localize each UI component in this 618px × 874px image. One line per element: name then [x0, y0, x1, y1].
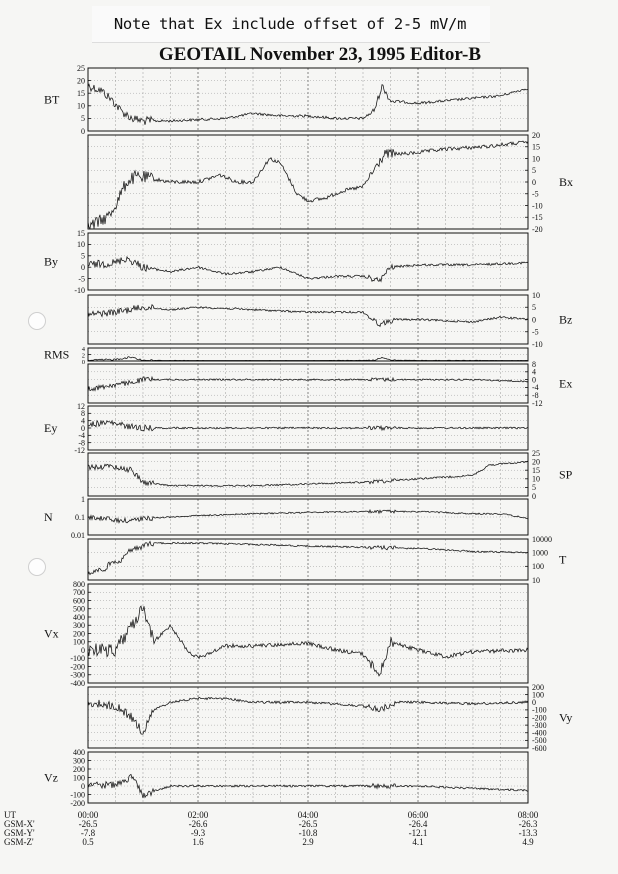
panel-label-t: T: [559, 552, 567, 567]
panel-label-vx: Vx: [44, 626, 59, 641]
y-tick-label-vy: 100: [532, 690, 544, 700]
orbit-value-gsm-x: -26.3: [518, 819, 538, 829]
y-tick-label-vz: -200: [70, 798, 85, 808]
panel-vy: [88, 683, 572, 753]
panel-label-n: N: [44, 510, 53, 524]
y-tick-label-bz: -10: [532, 339, 543, 349]
panel-label-ey: Ey: [44, 421, 58, 435]
orbit-label-gsm-z: GSM-Z': [4, 837, 34, 847]
y-tick-label-sp: 5: [532, 483, 536, 493]
orbit-value-gsm-z: 1.6: [192, 837, 204, 847]
y-tick-label-bx: -10: [532, 201, 543, 211]
x-tick-label: 02:00: [187, 810, 209, 820]
y-tick-label-vy: -200: [532, 713, 547, 723]
orbit-value-gsm-y: -7.8: [80, 828, 96, 838]
y-tick-label-bx: -15: [532, 213, 543, 223]
y-tick-label-bt: 25: [77, 63, 85, 73]
panel-label-vz: Vz: [44, 770, 58, 785]
y-tick-label-bz: 5: [532, 303, 536, 313]
y-tick-label-ex: -4: [532, 383, 539, 393]
y-tick-label-vy: 200: [532, 682, 544, 692]
y-tick-label-rms: 4: [81, 345, 85, 353]
y-tick-label-vx: 800: [73, 579, 85, 589]
y-tick-label-bx: -5: [532, 189, 539, 199]
orbit-value-gsm-y: -13.3: [518, 828, 538, 838]
y-tick-label-n: 1: [81, 494, 85, 504]
y-tick-label-vy: -400: [532, 728, 547, 738]
y-tick-label-bx: 15: [532, 142, 540, 152]
y-tick-label-rms: 0: [81, 358, 85, 366]
panel-ey: [44, 402, 528, 455]
y-tick-label-vx: 700: [73, 588, 85, 598]
y-tick-label-bx: 5: [532, 166, 536, 176]
panel-ex: [88, 360, 572, 408]
y-tick-label-ex: 8: [532, 359, 536, 369]
panel-rms: [44, 346, 528, 366]
orbit-value-gsm-y: -12.1: [408, 828, 428, 838]
orbit-label-gsm-x: GSM-X': [4, 819, 35, 829]
y-tick-label-vy: -600: [532, 743, 547, 753]
trace-t: [88, 541, 528, 574]
x-tick-label: 06:00: [407, 810, 429, 820]
y-tick-label-bt: 0: [81, 126, 85, 136]
y-tick-label-vy: -300: [532, 720, 547, 730]
y-tick-label-vz: -100: [70, 790, 85, 800]
plot-title: GEOTAIL November 23, 1995 Editor-B: [158, 44, 482, 65]
x-tick-label: 08:00: [517, 810, 539, 820]
y-tick-label-bt: 10: [77, 101, 85, 111]
x-tick-label: 04:00: [297, 810, 319, 820]
panel-by: [44, 229, 528, 295]
y-tick-label-vx: 200: [73, 629, 85, 639]
panel-label-bt: BT: [44, 92, 60, 107]
y-tick-label-t: 1000: [532, 548, 548, 558]
y-tick-label-t: 10: [532, 575, 540, 585]
orbit-value-gsm-z: 0.5: [82, 837, 94, 847]
y-tick-label-vx: 400: [73, 612, 85, 622]
y-tick-label-bz: 0: [532, 315, 536, 325]
y-tick-label-vx: -200: [70, 662, 85, 672]
y-tick-label-vy: -500: [532, 736, 547, 746]
y-tick-label-by: 5: [81, 251, 85, 261]
orbit-value-gsm-z: 4.9: [522, 837, 534, 847]
panel-bz: [88, 291, 572, 349]
y-tick-label-by: 0: [81, 263, 85, 272]
y-tick-label-bx: 20: [532, 130, 540, 140]
y-tick-label-by: 10: [77, 240, 85, 250]
panel-label-ex: Ex: [559, 376, 573, 391]
orbit-value-gsm-x: -26.5: [78, 819, 98, 829]
y-tick-label-ex: -8: [532, 391, 539, 400]
panel-sp: [88, 449, 573, 501]
y-tick-label-vx: 100: [73, 637, 85, 647]
panel-label-bz: Bz: [559, 312, 573, 327]
y-tick-label-vz: 200: [73, 764, 85, 774]
y-tick-label-n: 0.1: [75, 512, 85, 522]
orbit-value-gsm-z: 2.9: [302, 837, 314, 847]
x-tick-label: 00:00: [77, 810, 99, 820]
panel-vz: [44, 748, 528, 808]
orbit-value-gsm-x: -26.4: [408, 819, 428, 829]
y-tick-label-rms: 2: [81, 352, 85, 360]
x-axis: [4, 810, 539, 847]
orbit-value-gsm-x: -26.5: [298, 819, 318, 829]
panel-n: [44, 495, 528, 540]
y-tick-label-vz: 300: [73, 756, 85, 766]
y-tick-label-bx: 0: [532, 177, 536, 187]
y-tick-label-vx: -300: [70, 670, 85, 680]
panel-label-by: By: [44, 254, 59, 269]
y-tick-label-n: 0.01: [71, 530, 85, 540]
y-tick-label-ex: 0: [532, 375, 536, 385]
offset-note: Note that Ex include offset of 2-5 mV/m: [113, 15, 467, 33]
panel-label-rms: RMS: [44, 347, 70, 362]
y-tick-label-bt: 15: [77, 89, 85, 98]
y-tick-label-vx: 300: [73, 621, 85, 631]
y-tick-label-sp: 0: [532, 491, 536, 501]
y-tick-label-ex: 4: [532, 367, 536, 377]
y-tick-label-vy: -100: [532, 705, 547, 715]
y-tick-label-vx: -100: [70, 654, 85, 664]
y-tick-label-vz: 100: [73, 773, 85, 783]
y-tick-label-ey: 0: [81, 423, 85, 433]
orbit-value-gsm-y: -9.3: [190, 828, 206, 838]
y-tick-label-ex: -12: [532, 398, 543, 408]
y-tick-label-ey: 4: [81, 416, 85, 426]
y-tick-label-ey: -12: [74, 445, 85, 455]
panel-bx: [88, 131, 573, 234]
y-tick-label-t: 100: [532, 562, 544, 572]
y-tick-label-sp: 25: [532, 448, 540, 458]
y-tick-label-by: 15: [77, 228, 85, 238]
y-tick-label-ey: -4: [78, 431, 85, 441]
y-tick-label-sp: 20: [532, 457, 540, 467]
x-axis-label: UT: [4, 810, 16, 820]
y-tick-label-vx: 500: [73, 604, 85, 614]
orbit-label-gsm-y: GSM-Y': [4, 828, 35, 838]
panel-label-vy: Vy: [559, 710, 573, 725]
y-tick-label-vz: 0: [81, 781, 85, 791]
orbit-value-gsm-z: 4.1: [412, 837, 424, 847]
y-tick-label-bx: -20: [532, 224, 543, 234]
y-tick-label-bz: -5: [532, 327, 539, 337]
y-tick-label-vz: 400: [73, 747, 85, 757]
y-tick-label-t: 10000: [532, 534, 552, 544]
panel-label-bx: Bx: [559, 175, 574, 189]
y-tick-label-ey: 8: [81, 409, 85, 419]
y-tick-label-by: -10: [74, 285, 85, 295]
y-tick-label-bt: 5: [81, 114, 85, 124]
panel-t: [88, 535, 567, 585]
panel-bt: [44, 64, 528, 136]
y-tick-label-sp: 15: [532, 466, 540, 475]
panel-vx: [44, 580, 528, 688]
y-tick-label-bt: 20: [77, 76, 85, 86]
y-tick-label-vx: -400: [70, 678, 85, 688]
y-tick-label-bx: 10: [532, 154, 540, 164]
y-tick-label-by: -5: [78, 274, 85, 284]
panel-label-sp: SP: [559, 467, 573, 482]
orbit-value-gsm-y: -10.8: [298, 828, 318, 838]
y-tick-label-ey: 12: [77, 401, 85, 411]
y-tick-label-vx: 600: [73, 596, 85, 606]
y-tick-label-vy: 0: [532, 698, 536, 708]
y-tick-label-bz: 10: [532, 290, 540, 300]
orbit-value-gsm-x: -26.6: [188, 819, 208, 829]
y-tick-label-vx: 0: [81, 645, 85, 655]
y-tick-label-sp: 10: [532, 474, 540, 484]
y-tick-label-ey: -8: [78, 438, 85, 448]
